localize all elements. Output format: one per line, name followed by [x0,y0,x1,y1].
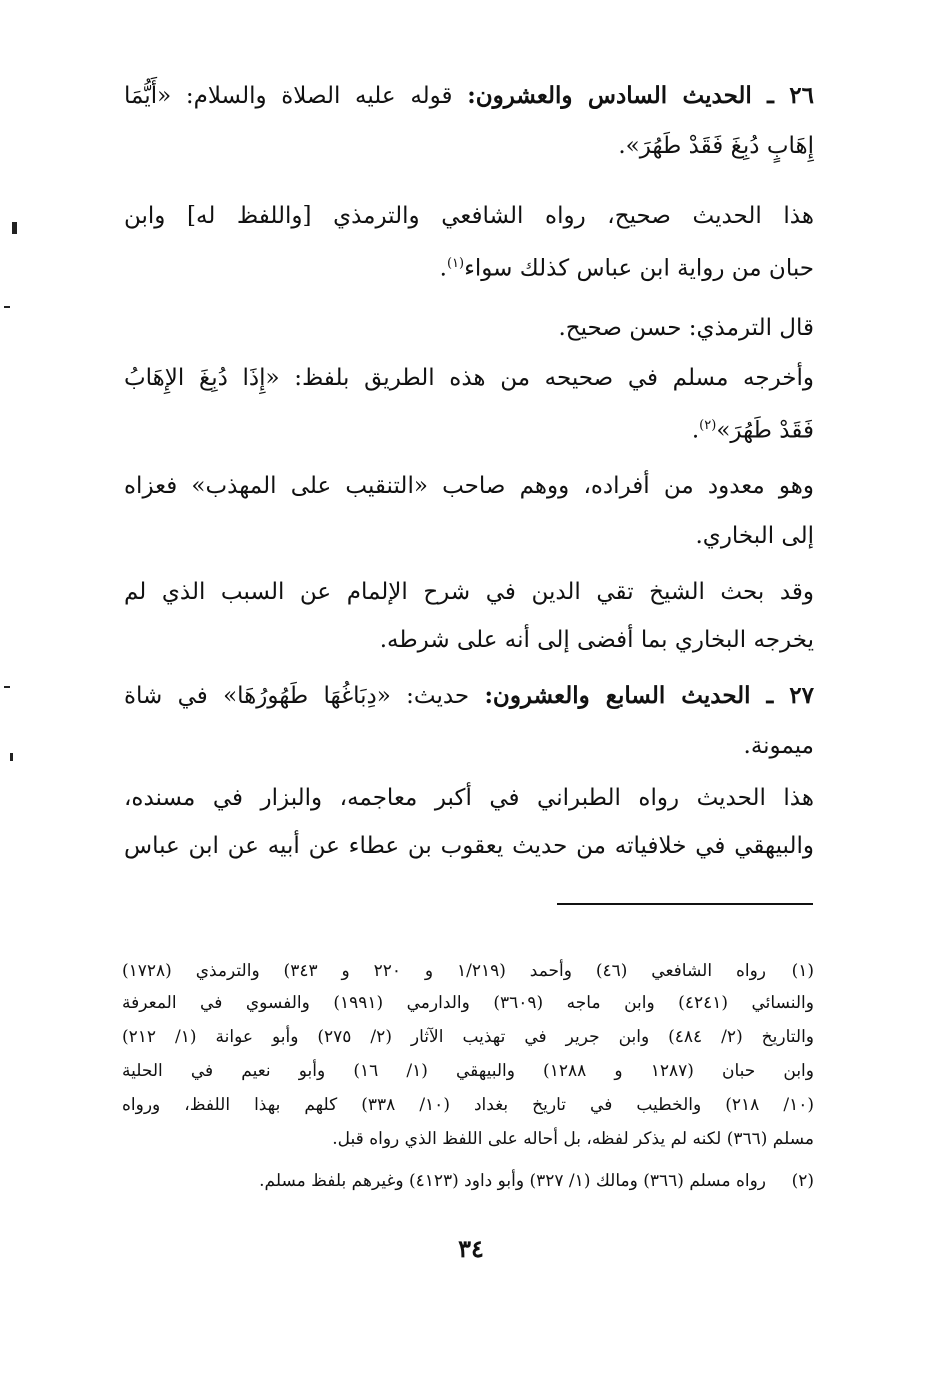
scan-mark [4,306,10,308]
paragraph-line-10: وقد بحث الشيخ تقي الدين في شرح الإلمام عن السبب الذي لم [124,579,814,605]
footnote-number-2: (٢) [791,1171,814,1191]
footnote-1-line-6: مسلم (٣٦٦) لكنه لم يذكر لفظه، بل أحاله على اللفظ الذي رواه قبل. [332,1129,814,1149]
footnote-ref-2: (٢) [699,418,717,433]
paragraph-line-4 [124,248,814,285]
scan-mark [4,686,10,688]
footnote-number-1: (١) [791,961,814,981]
hadith-26-text: قوله عليه الصلاة والسلام: «أَيُّمَا [124,83,453,109]
footnote-1-line-2: والنسائي (٤٢٤١) وابن ماجه (٣٦٠٩) والدارمي (١٩٩١) والفسوي في المعرفة [122,993,814,1013]
hadith-26-line-1 [124,80,814,112]
paragraph-line-15: والبيهقي في خلافياته من حديث يعقوب بن عطاء عن أبيه عن ابن عباس [124,833,814,859]
paragraph-line-7 [124,410,814,447]
hadith-26-heading: ٢٦ ـ الحديث السادس والعشرون: [467,82,815,109]
paragraph-line-8: وهو معدود من أفراده، ووهم صاحب «التنقيب على المهذب» فعزاه [124,473,814,499]
footnote-1-line-3: والتاريخ (٢/ ٤٨٤) وابن جرير في تهذيب الآثار (٢/ ٢٧٥) وأبو عوانة (١/ ٢١٢) [122,1027,815,1047]
paragraph-line-4-text: حبان من رواية ابن عباس كذلك سواء [464,255,814,282]
paragraph-line-7-text: فَقَدْ طَهُرَ» [716,417,814,444]
paragraph-line-11: يخرجه البخاري بما أفضى إلى أنه على شرطه. [379,627,814,653]
paragraph-line-3: هذا الحديث صحيح، رواه الشافعي والترمذي [واللفظ له] وابن [124,203,814,229]
hadith-27-heading: ٢٧ ـ الحديث السابع والعشرون: [484,682,814,709]
scan-mark [12,222,17,234]
hadith-26-line-2: إِهَابٍ دُبِغَ فَقَدْ طَهُرَ». [618,133,814,159]
footnote-1-line-5: (١٠/ ٢١٨) والخطيب في تاريخ بغداد (١٠/ ٣٣٨) كلهم بهذا اللفظ، ورواه [122,1095,814,1115]
hadith-27-text: حديث: «دِبَاغُهَا طَهُورُهَا» في شاة [124,683,470,709]
footnote-1-line-1: رواه الشافعي (٤٦) وأحمد (١/٢١٩ و ٢٢٠ و ٣٤٣) والترمذي (١٧٢٨) [122,961,766,981]
paragraph-line-14: هذا الحديث رواه الطبراني في أكبر معاجمه، والبزار في مسنده، [124,785,814,811]
scan-mark [10,753,13,761]
footnote-2-line-1: رواه مسلم (٣٦٦) ومالك (١/ ٣٢٧) وأبو داود (٤١٢٣) وغيرهم بلفظ مسلم. [259,1171,766,1191]
hadith-27-line-2: ميمونة. [743,733,814,759]
footnote-ref-1: (١) [446,256,465,271]
paragraph-line-5: قال الترمذي: حسن صحيح. [558,315,814,341]
paragraph-line-6: وأخرجه مسلم في صحيحه من هذه الطريق بلفظ: «إِذَا دُبِغَ الإِهَابُ [124,365,814,391]
page-number: ٣٤ [458,1234,484,1263]
paragraph-line-4-end: . [439,255,447,282]
hadith-27-line-1 [124,680,814,712]
footnote-separator [557,903,813,905]
paragraph-line-7-end: . [691,417,700,444]
footnote-1-line-4: وابن حبان (١٢٨٧ و ١٢٨٨) والبيهقي (١/ ١٦) وأبو نعيم في الحلية [122,1061,814,1081]
paragraph-line-9: إلى البخاري. [695,523,814,549]
